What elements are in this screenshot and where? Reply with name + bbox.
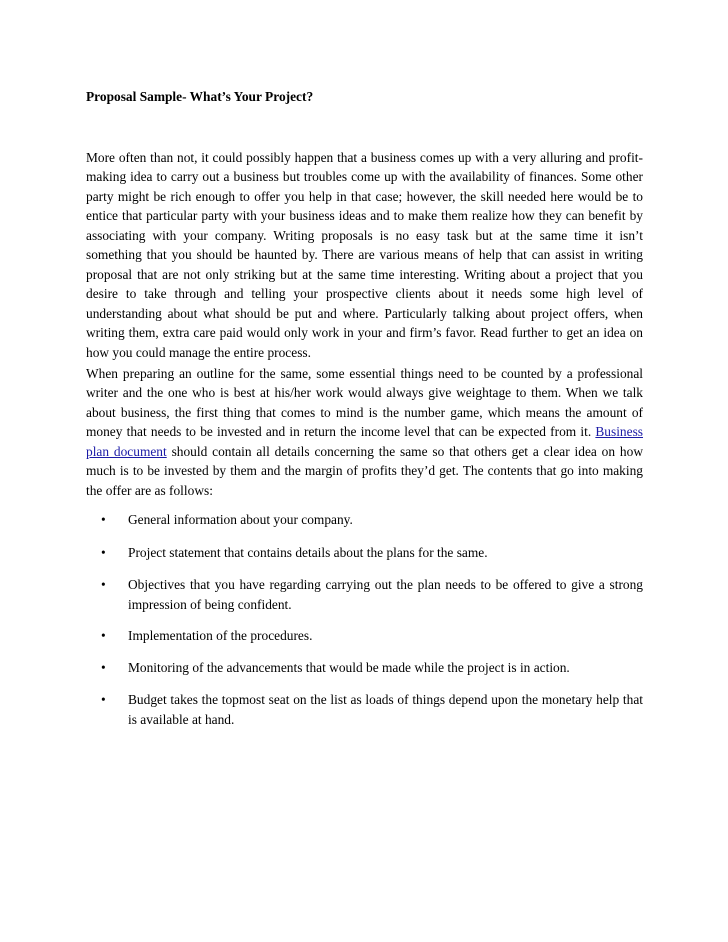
list-item [101,658,643,678]
list-item [101,626,643,646]
list-item-text: Project statement that contains details about the plans for the same. [128,545,488,560]
list-item [101,543,643,563]
outline-paragraph [86,364,643,500]
business-plan-document-link[interactable]: Business plan document [86,424,643,459]
list-item-text: Monitoring of the advancements that would be made while the project is in action. [128,660,570,675]
intro-paragraph: More often than not, it could possibly happen that a business comes up with a very alluring and profit-making idea to carry out a business but troubles come up with the availability of finances. Some other party might be rich enough to offer you help in that case; however, the skill needed here would be to entice that particular party with your business ideas and to make them realize how they can benefit by associating with your company. Writing proposals is no easy task but at the same time it isn’t something that you should be haunted by. There are various means of help that can assist in writing proposal that are not only striking but at the same time interesting. Writing about a project that you desire to take through and telling your prospective clients about it needs some high level of understanding about what should be put and where. Particularly talking about project offers, when writing them, extra care paid would only work in your and firm’s favor. Read further to get an idea on how you could manage the entire process. [86,150,643,360]
outline-paragraph-text-before: When preparing an outline for the same, some essential things need to be counted by a professional writer and the one who is best at his/her work would always give weightage to them. When we talk about business, the first thing that comes to mind is the number game, which means the amount of money that needs to be invested and in return the income level that can be expected from it. [86,366,643,440]
bullet-icon: • [101,545,106,560]
list-item [101,690,643,729]
list-item-text: Budget takes the topmost seat on the list as loads of things depend upon the monetary help that is available at hand. [128,692,643,727]
bullet-icon: • [101,577,106,592]
bullet-icon: • [101,628,106,643]
list-item [101,510,643,530]
list-item-text: General information about your company. [128,512,353,527]
bullet-icon: • [101,692,106,707]
bullet-icon: • [101,512,106,527]
list-item-text: Implementation of the procedures. [128,628,313,643]
list-item [101,575,643,614]
outline-paragraph-text-after: should contain all details concerning the same so that others get a clear idea on how much is to be invested by them and the margin of profits they’d get. The contents that go into making the offer are as follows: [86,443,643,498]
bullet-icon: • [101,660,106,675]
list-item-text: Objectives that you have regarding carrying out the plan needs to be offered to give a strong impression of being confident. [128,577,643,612]
document-title: Proposal Sample- What’s Your Project? [86,89,314,104]
